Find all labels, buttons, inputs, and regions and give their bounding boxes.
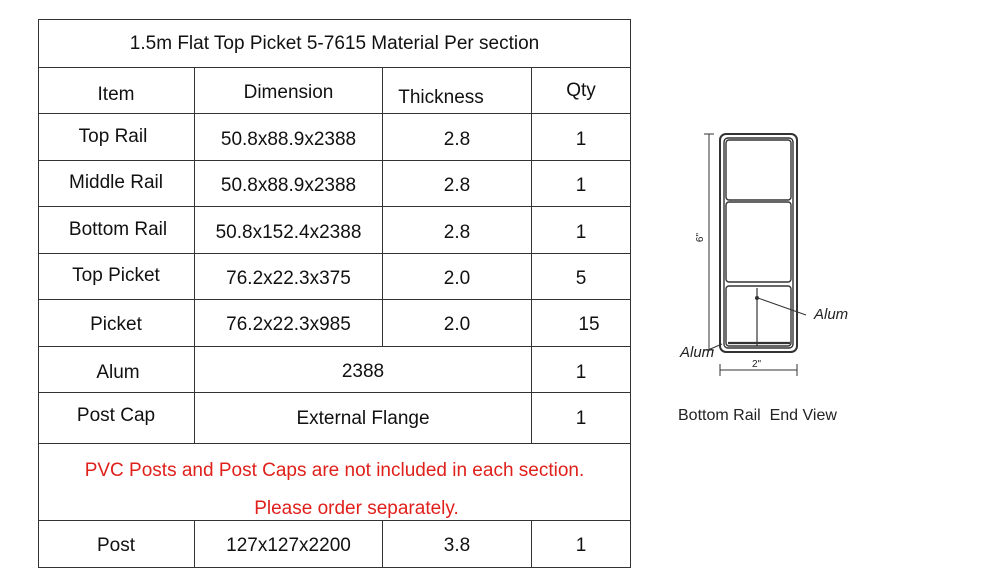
row-qty: 5 — [575, 268, 587, 289]
notice-line-1: PVC Posts and Post Caps are not included in each section. — [84, 460, 585, 481]
width-dimension-label: 2" — [752, 359, 762, 370]
row-thickness: 2.0 — [443, 268, 471, 289]
row-thickness: 2.8 — [443, 222, 471, 243]
alum-dimension: 2388 — [341, 361, 385, 382]
table-title: 1.5m Flat Top Picket 5-7615 Material Per section — [129, 32, 540, 54]
post-dimension: 127x127x2200 — [226, 535, 351, 556]
row-thickness: 2.8 — [443, 129, 471, 150]
row-item: Bottom Rail — [68, 219, 168, 240]
header-dimension: Dimension — [243, 81, 334, 103]
row-qty: 15 — [578, 314, 600, 335]
diagram-caption: Bottom Rail End View — [678, 407, 837, 424]
row-dimension: 50.8x88.9x2388 — [220, 175, 357, 196]
post-thickness: 3.8 — [443, 535, 471, 556]
row-qty: 1 — [575, 175, 587, 196]
row-qty: 1 — [575, 129, 587, 150]
header-item: Item — [97, 83, 135, 105]
row-dimension: 50.8x88.9x2388 — [220, 129, 357, 150]
row-item: Top Picket — [72, 265, 160, 286]
row-dimension: 76.2x22.3x985 — [226, 314, 351, 335]
alum-item: Alum — [96, 362, 140, 383]
notice-line-2: Please order separately. — [254, 498, 459, 519]
alum-qty: 1 — [575, 362, 587, 383]
row-item: Middle Rail — [69, 172, 163, 193]
row-item: Picket — [90, 314, 142, 335]
post-item: Post — [96, 535, 136, 556]
alum-label-right: Alum — [814, 306, 849, 323]
row-item: Top Rail — [78, 126, 148, 147]
alum-label-left: Alum — [680, 344, 715, 361]
post-qty: 1 — [575, 535, 587, 556]
row-thickness: 2.8 — [443, 175, 471, 196]
header-qty: Qty — [566, 79, 596, 101]
header-thickness: Thickness — [398, 86, 484, 108]
post-cap-dimension: External Flange — [296, 408, 430, 429]
row-dimension: 50.8x152.4x2388 — [215, 222, 362, 243]
row-dimension: 76.2x22.3x375 — [226, 268, 351, 289]
post-cap-item: Post Cap — [76, 405, 156, 426]
row-qty: 1 — [575, 222, 587, 243]
height-dimension-label: 6" — [695, 232, 707, 243]
row-thickness: 2.0 — [443, 314, 471, 335]
post-cap-qty: 1 — [575, 408, 587, 429]
